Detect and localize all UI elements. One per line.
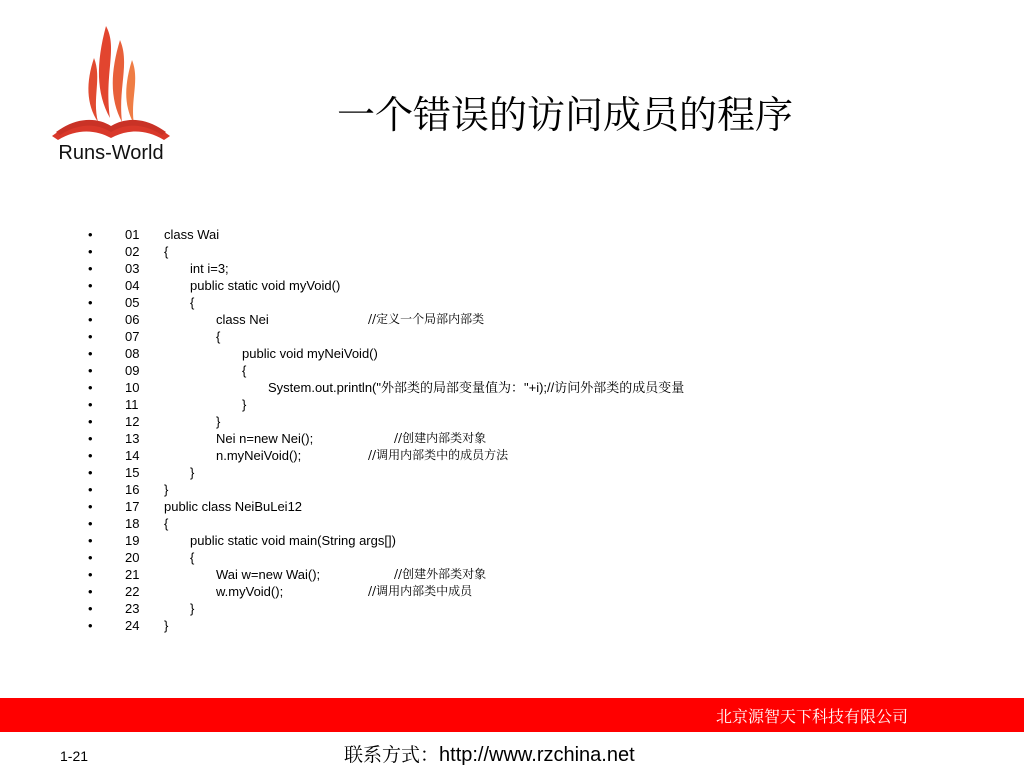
- line-number: 13: [125, 431, 140, 446]
- code-text: {: [216, 329, 221, 344]
- code-text: }: [242, 397, 247, 412]
- line-number: 19: [125, 533, 140, 548]
- bullet-icon: •: [88, 499, 93, 514]
- code-text: public void myNeiVoid(): [242, 346, 378, 361]
- contact-url: http://www.rzchina.net: [439, 744, 635, 766]
- line-number: 03: [125, 261, 140, 276]
- bullet-icon: •: [88, 329, 93, 344]
- code-text: System.out.println("外部类的局部变量值为："+i);//访问外部类的成员变量: [268, 380, 685, 395]
- line-number: 07: [125, 329, 140, 344]
- code-text: class Nei: [216, 312, 269, 327]
- page-number: 1-21: [60, 748, 89, 764]
- bullet-icon: •: [88, 261, 93, 276]
- code-line: [88, 328, 788, 345]
- contact-label: 联系方式：: [344, 744, 440, 766]
- line-number: 05: [125, 295, 140, 310]
- logo-text: Runs-World: [58, 142, 164, 164]
- bullet-icon: •: [88, 567, 93, 582]
- line-number: 12: [125, 414, 140, 429]
- code-text: public static void myVoid(): [190, 278, 341, 293]
- bullet-icon: •: [88, 431, 93, 446]
- bullet-icon: •: [88, 482, 93, 497]
- code-text: {: [164, 244, 169, 259]
- line-number: 17: [125, 499, 140, 514]
- bullet-icon: •: [88, 227, 93, 242]
- code-text: Wai w=new Wai();: [216, 567, 321, 582]
- bullet-icon: •: [88, 244, 93, 259]
- code-line: [88, 583, 788, 600]
- code-text: public class NeiBuLei12: [164, 499, 303, 514]
- bullet-icon: •: [88, 414, 93, 429]
- line-number: 10: [125, 380, 140, 395]
- line-number: 18: [125, 516, 140, 531]
- bullet-icon: •: [88, 584, 93, 599]
- code-line: [88, 260, 788, 277]
- bullet-icon: •: [88, 448, 93, 463]
- bullet-icon: •: [88, 516, 93, 531]
- bullet-icon: •: [88, 380, 93, 395]
- code-text: int i=3;: [190, 261, 229, 276]
- code-comment: //创建外部类对象: [394, 567, 487, 581]
- code-line: [88, 447, 788, 464]
- code-text: Nei n=new Nei();: [216, 431, 314, 446]
- line-number: 09: [125, 363, 140, 378]
- line-number: 11: [125, 397, 139, 412]
- code-text: }: [164, 482, 169, 497]
- line-number: 14: [125, 448, 140, 463]
- bullet-icon: •: [88, 465, 93, 480]
- line-number: 01: [125, 227, 140, 242]
- code-comment: //创建内部类对象: [394, 431, 487, 445]
- code-text: public static void main(String args[]): [190, 533, 396, 548]
- bullet-icon: •: [88, 397, 93, 412]
- code-comment: //调用内部类中成员: [368, 584, 473, 598]
- bullet-icon: •: [88, 550, 93, 565]
- footer-bar: [0, 698, 1024, 732]
- code-line: [88, 396, 788, 413]
- code-line: [88, 243, 788, 260]
- line-number: 15: [125, 465, 140, 480]
- line-number: 02: [125, 244, 140, 259]
- code-line: [88, 549, 788, 566]
- code-text: {: [190, 550, 195, 565]
- code-line: [88, 311, 788, 328]
- code-text: {: [164, 516, 169, 531]
- code-listing: [88, 226, 788, 634]
- line-number: 08: [125, 346, 140, 361]
- code-text: w.myVoid();: [216, 584, 284, 599]
- line-number: 20: [125, 550, 140, 565]
- line-number: 16: [125, 482, 140, 497]
- slide-title: 一个错误的访问成员的程序: [336, 93, 793, 137]
- code-line: [88, 532, 788, 549]
- code-line: [88, 481, 788, 498]
- code-line: [88, 362, 788, 379]
- code-line: [88, 464, 788, 481]
- code-text: {: [242, 363, 247, 378]
- line-number: 24: [125, 618, 140, 633]
- code-line: [88, 617, 788, 634]
- code-text: n.myNeiVoid();: [216, 448, 302, 463]
- code-comment: //调用内部类中的成员方法: [368, 448, 509, 462]
- line-number: 04: [125, 278, 140, 293]
- line-number: 23: [125, 601, 140, 616]
- bullet-icon: •: [88, 278, 93, 293]
- code-text: }: [190, 465, 195, 480]
- code-line: [88, 600, 788, 617]
- line-number: 22: [125, 584, 140, 599]
- code-text: }: [190, 601, 195, 616]
- bullet-icon: •: [88, 363, 93, 378]
- company-logo: [46, 18, 176, 168]
- bullet-icon: •: [88, 312, 93, 327]
- code-line: [88, 413, 788, 430]
- code-text: }: [164, 618, 169, 633]
- code-line: [88, 226, 788, 243]
- code-line: [88, 294, 788, 311]
- code-text: class Wai: [164, 227, 220, 242]
- code-line: [88, 430, 788, 447]
- flame-book-logo-icon: [46, 18, 176, 143]
- bullet-icon: •: [88, 601, 93, 616]
- code-comment: //定义一个局部内部类: [368, 312, 485, 326]
- code-text: }: [216, 414, 221, 429]
- code-line: [88, 345, 788, 362]
- bullet-icon: •: [88, 346, 93, 361]
- code-line: [88, 277, 788, 294]
- code-line: [88, 515, 788, 532]
- bullet-icon: •: [88, 618, 93, 633]
- company-name: 北京源智天下科技有限公司: [715, 707, 908, 726]
- code-text: {: [190, 295, 195, 310]
- contact-line: [344, 740, 635, 767]
- code-line: [88, 566, 788, 583]
- line-number: 06: [125, 312, 140, 327]
- line-number: 21: [125, 567, 140, 582]
- bullet-icon: •: [88, 295, 93, 310]
- code-line: [88, 498, 788, 515]
- code-line: [88, 379, 788, 396]
- bullet-icon: •: [88, 533, 93, 548]
